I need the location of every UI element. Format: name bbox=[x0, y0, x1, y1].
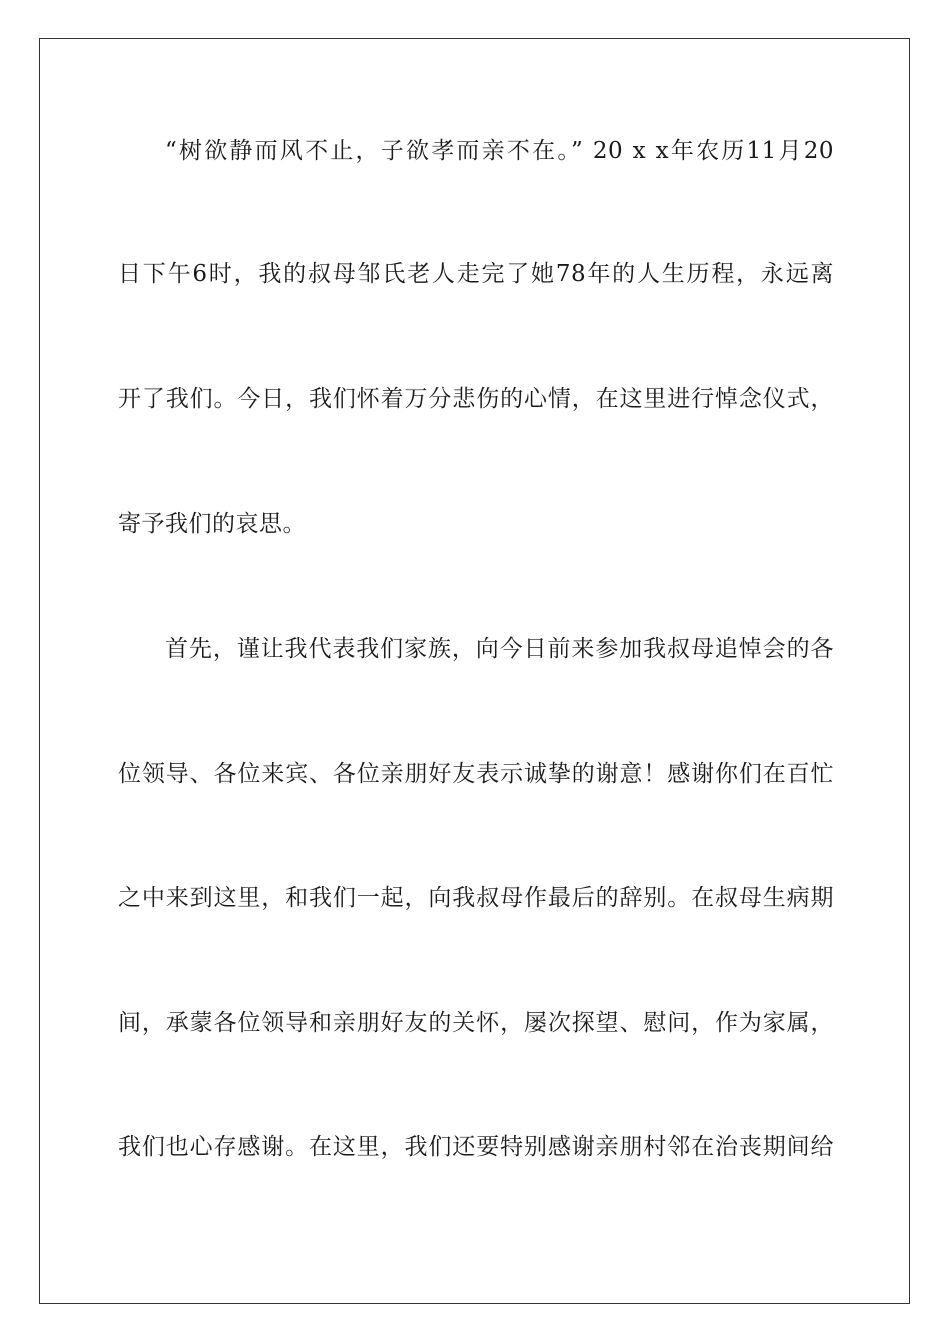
paragraph-1-line-2: 日下午6时，我的叔母邹氏老人走完了她78年的人生历程，永远离 bbox=[118, 261, 834, 287]
paragraph-2-line-4: 间，承蒙各位领导和亲朋好友的关怀，屡次探望、慰问，作为家属， bbox=[118, 1010, 834, 1036]
paragraph-1-line-3: 开了我们。今日，我们怀着万分悲伤的心情，在这里进行悼念仪式， bbox=[118, 386, 834, 412]
paragraph-2-line-3: 之中来到这里，和我们一起，向我叔母作最后的辞别。在叔母生病期 bbox=[118, 885, 834, 911]
paragraph-1-line-1: “树欲静而风不止，子欲孝而亲不在。” 20 x x年农历11月20 bbox=[165, 138, 834, 164]
paragraph-2-line-1: 首先，谨让我代表我们家族，向今日前来参加我叔母追悼会的各 bbox=[165, 636, 834, 662]
page-border bbox=[39, 38, 910, 1304]
paragraph-2-line-5: 我们也心存感谢。在这里，我们还要特别感谢亲朋村邻在治丧期间给 bbox=[118, 1134, 834, 1160]
paragraph-2-line-2: 位领导、各位来宾、各位亲朋好友表示诚挚的谢意！感谢你们在百忙 bbox=[118, 761, 834, 787]
paragraph-1-line-4: 寄予我们的哀思。 bbox=[118, 511, 306, 537]
